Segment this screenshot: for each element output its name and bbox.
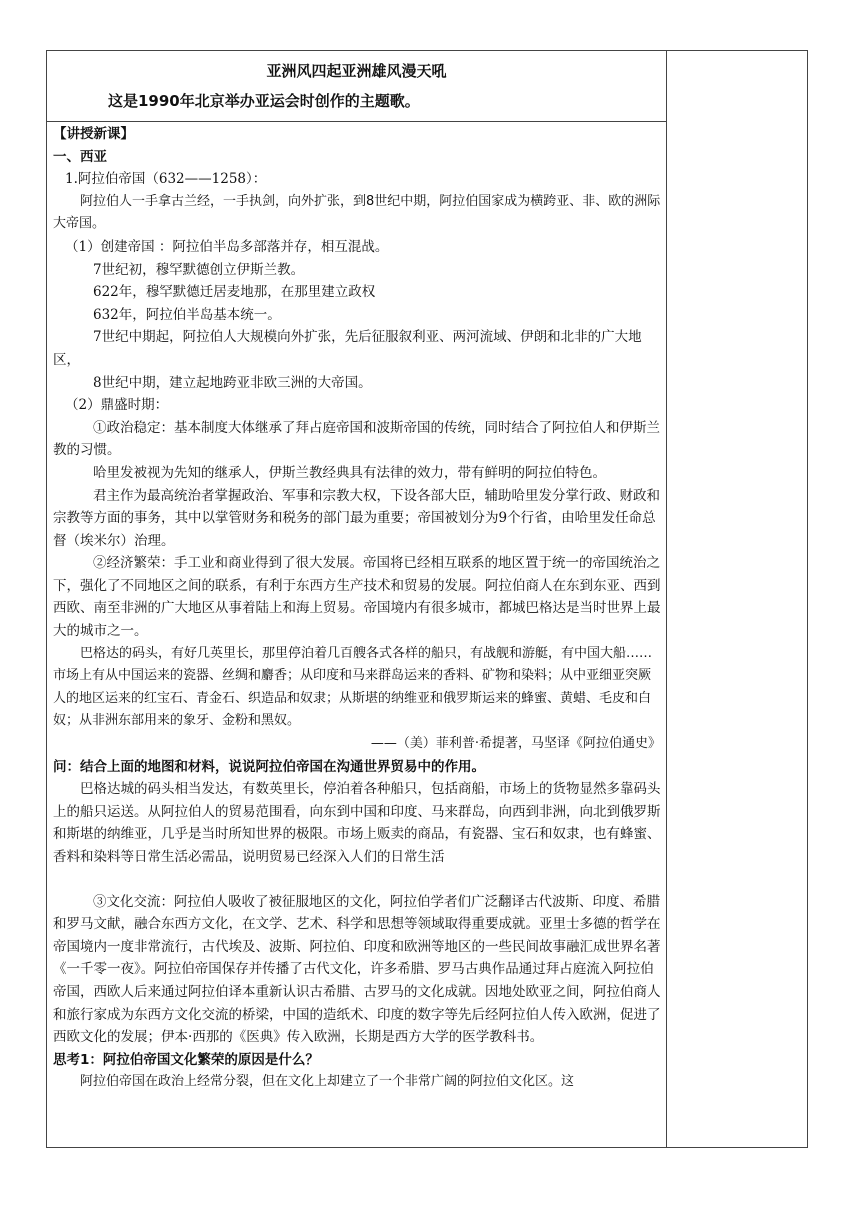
section-tag: 【讲授新课】 bbox=[53, 126, 134, 142]
founding-item-3: 632年，阿拉伯半岛基本统一。 bbox=[93, 306, 281, 323]
answer-trade: 巴格达城的码头相当发达，有数英里长，停泊着各种船只，包括商船，市场上的货物显然多靠码头上的船只运送。从阿拉伯人的贸易范围看，向东到中国和印度、马来群岛，向西到非洲，向北到俄罗斯和斯堪的纳维亚，几乎是当时所知世界的极限。市场上贩卖的商品，有瓷器、宝石和奴隶，也有蜂蜜、香料和染料等日常生活必需品，说明贸易已经深入人们的日常生活 bbox=[53, 781, 661, 865]
peak-caliph: 哈里发被视为先知的继承人，伊斯兰教经典具有法律的效力，带有鲜明的阿拉伯特色。 bbox=[93, 464, 606, 481]
column-divider bbox=[666, 50, 667, 1148]
heading-arab-empire: 1.阿拉伯帝国（632——1258）： bbox=[65, 171, 267, 188]
subheading-founding: （1）创建帝国 ：阿拉伯半岛多部落并存，相互混战。 bbox=[65, 238, 389, 255]
founding-item-5: 8世纪中期，建立起地跨亚非欧三洲的大帝国。 bbox=[93, 374, 372, 391]
peak-culture: ③文化交流：阿拉伯人吸收了被征服地区的文化，阿拉伯学者们广泛翻译古代波斯、印度、希腊和罗马文献，融合东西方文化，在文学、艺术、科学和思想等领域取得重要成就。亚里士多德的哲学在帝国境内一度非常流行，古代埃及、波斯、阿拉伯、印度和欧洲等地区的一些民间故事融汇成世界名著《一千零一夜》。阿拉伯帝国保存并传播了古代文化，许多希腊、罗马古典作品通过拜占庭流入阿拉伯帝国，西欧人后来通过阿拉伯译本重新认识古希腊、古罗马的文化成就。因地处欧亚之间，阿拉伯商人和旅行家成为东西方文化交流的桥梁，中国的造纸术、印度的数字等先后经阿拉伯人传入欧洲，促进了西欧文化的发展；伊本·西那的《医典》传入欧洲，长期是西方大学的医学教科书。 bbox=[53, 893, 661, 1046]
quote-baghdad: 巴格达的码头，有好几英里长，那里停泊着几百艘各式各样的船只，有战舰和游艇，有中国大船……市场上有从中国运来的瓷器、丝绸和麝香；从印度和马来群岛运来的香料、矿物和染料；从中亚细亚突厥人的地区运来的红宝石、青金石、织造品和奴隶；从斯堪的纳维亚和俄罗斯运来的蜂蜜、黄蜡、毛皮和白奴；从非洲东部用来的象牙、金粉和黑奴。 bbox=[53, 645, 653, 729]
lesson-content bbox=[53, 123, 663, 1094]
heading-west-asia: 一、西亚 bbox=[53, 148, 107, 165]
row-divider bbox=[46, 121, 667, 122]
founding-item-1: 7世纪初，穆罕默德创立伊斯兰教。 bbox=[93, 261, 305, 278]
founding-item-2: 622年，穆罕默德迁居麦地那，在那里建立政权 bbox=[93, 284, 376, 301]
founding-item-4: 7世纪中期起，阿拉伯人大规模向外扩张，先后征服叙利亚、两河流域、伊朗和北非的广大地区， bbox=[53, 329, 642, 368]
song-intro: 这是1990年北京举办亚运会时创作的主题歌。 bbox=[108, 92, 420, 110]
song-title: 亚洲风四起亚洲雄风漫天吼 bbox=[266, 62, 447, 80]
peak-politics: ①政治稳定：基本制度大体继承了拜占庭帝国和波斯帝国的传统，同时结合了阿拉伯人和伊斯兰教的习惯。 bbox=[53, 419, 660, 459]
question-trade: 问：结合上面的地图和材料，说说阿拉伯帝国在沟通世界贸易中的作用。 bbox=[53, 758, 485, 775]
paragraph-overview: 阿拉伯人一手拿古兰经，一手执剑，向外扩张，到8世纪中期，阿拉伯国家成为横跨亚、非、欧的洲际大帝国。 bbox=[53, 193, 661, 232]
quote-source: ——（美）菲利普·希提著，马坚译《阿拉伯通史》 bbox=[370, 736, 661, 752]
subheading-peak: （2）鼎盛时期： bbox=[65, 397, 169, 414]
peak-economy: ②经济繁荣：手工业和商业得到了很大发展。帝国将已经相互联系的地区置于统一的帝国统治之下，强化了不同地区之间的联系，有利于东西方生产技术和贸易的发展。阿拉伯商人在东到东亚、西到西欧、南至非洲的广大地区从事着陆上和海上贸易。帝国境内有很多城市，都城巴格达是当时世界上最大的城市之一。 bbox=[53, 555, 661, 640]
peak-ruler: 君主作为最高统治者掌握政治、军事和宗教大权，下设各部大臣，辅助哈里发分掌行政、财政和宗教等方面的事务，其中以掌管财务和税务的部门最为重要；帝国被划分为9个行省，由哈里发任命总督（埃米尔）治理。 bbox=[53, 487, 660, 549]
think-question-1: 思考1：阿拉伯帝国文化繁荣的原因是什么？ bbox=[53, 1051, 319, 1068]
think-answer-1: 阿拉伯帝国在政治上经常分裂，但在文化上却建立了一个非常广阔的阿拉伯文化区。这 bbox=[80, 1074, 575, 1090]
spacer bbox=[53, 869, 663, 891]
